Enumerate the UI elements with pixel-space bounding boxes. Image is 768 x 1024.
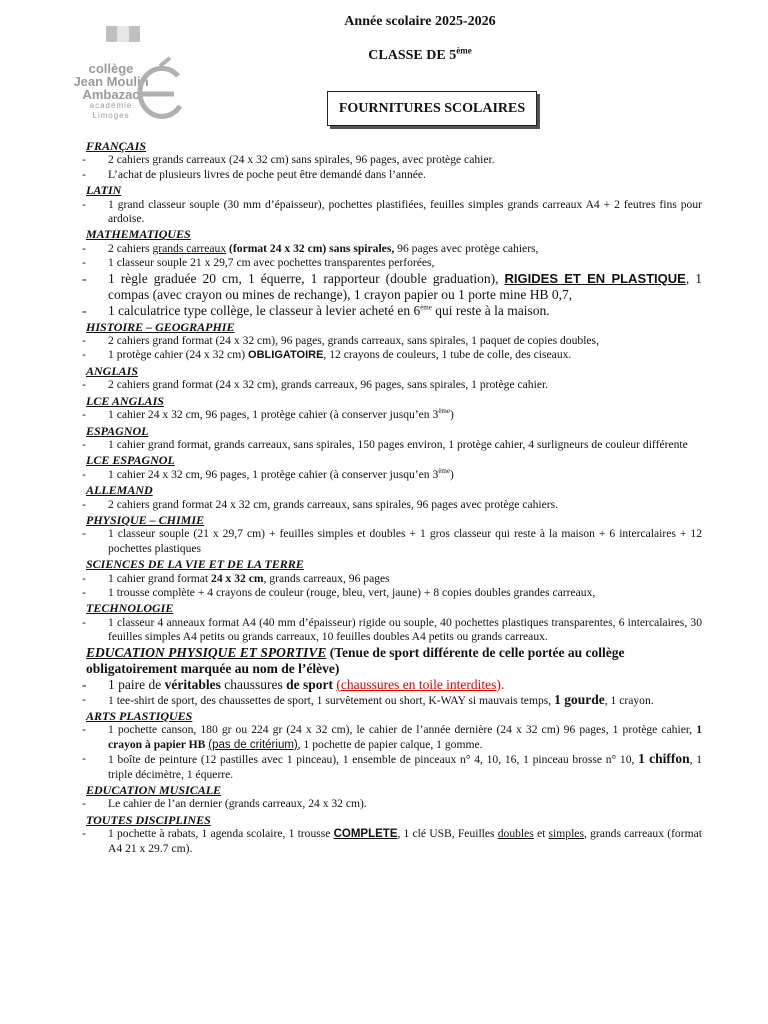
section-title: TECHNOLOGIE bbox=[86, 601, 174, 616]
section-title: EDUCATION PHYSIQUE ET SPORTIVE (Tenue de sport différente de celle portée au collège obligatoirement marquée au nom de l’élève) bbox=[86, 644, 625, 676]
section-title: ARTS PLASTIQUES bbox=[86, 709, 193, 723]
list-item: - 1 tee-shirt de sport, des chaussettes de sport, 1 survêtement ou short, K-WAY si mauvais temps, 1 gourde, 1 crayon. bbox=[86, 693, 702, 708]
section-title: FRANÇAIS bbox=[86, 139, 147, 153]
page-title: FOURNITURES SCOLAIRES bbox=[338, 100, 526, 116]
section-toutes-disciplines bbox=[86, 813, 702, 856]
list-item: - 1 paire de véritables chaussures de sport (chaussures en toile interdites). bbox=[86, 677, 702, 693]
logo-text: collège Jean Moulin Ambazac académie Limoges bbox=[73, 61, 149, 120]
section-latin bbox=[86, 183, 702, 226]
republique-flag-icon bbox=[106, 26, 140, 42]
section-title: TOUTES DISCIPLINES bbox=[86, 812, 211, 827]
list-item: - 2 cahiers grands carreaux (24 x 32 cm) sans spirales, 96 pages, avec protège cahier. bbox=[86, 153, 702, 167]
section-arts bbox=[86, 709, 702, 782]
section-anglais bbox=[86, 364, 702, 393]
section-title: ALLEMAND bbox=[86, 483, 153, 498]
section-title: PHYSIQUE – CHIMIE bbox=[86, 512, 205, 527]
list-item: - 2 cahiers grand format 24 x 32 cm, grands carreaux, sans spirales, 96 pages avec protège cahiers. bbox=[86, 498, 702, 512]
section-title: ANGLAIS bbox=[86, 363, 139, 378]
section-title: EDUCATION MUSICALE bbox=[86, 783, 222, 798]
section-title: LCE ESPAGNOL bbox=[86, 453, 175, 468]
section-histoire bbox=[86, 320, 702, 363]
list-item: - 1 pochette canson, 180 gr ou 224 gr (24 x 32 cm), le cahier de l’année dernière (24 x 32 cm) 96 pages, 1 protège cahier, 1 crayon à papier HB (pas de critérium), 1 pochette de papier calque, 1 gomme. bbox=[86, 723, 702, 752]
school-year: Année scolaire 2025-2026 bbox=[344, 14, 496, 29]
list-item: - 1 boîte de peinture (12 pastilles avec 1 pinceau), 1 ensemble de pinceaux n° 4, 10, 16, 1 pinceau brosse n° 10, 1 chiffon, 1 triple décimètre, 1 équerre. bbox=[86, 752, 702, 782]
list-item: - 1 cahier grand format 24 x 32 cm, grands carreaux, 96 pages bbox=[86, 572, 702, 586]
list-item: - 2 cahiers grand format (24 x 32 cm), 96 pages, grands carreaux, sans spirales, 1 paquet de copies doubles, bbox=[86, 334, 702, 348]
section-title: LCE ANGLAIS bbox=[86, 393, 164, 408]
section-title: MATHEMATIQUES bbox=[86, 227, 191, 242]
list-item: - 1 calculatrice type collège, le classeur à levier acheté en 6ème qui reste à la maison. bbox=[86, 303, 702, 319]
section-maths bbox=[86, 227, 702, 318]
section-francais bbox=[86, 139, 702, 182]
warning-text: (chaussures en toile interdites) bbox=[336, 676, 501, 692]
list-item: - 2 cahiers grands carreaux (format 24 x 32 cm) sans spirales, 96 pages avec protège cahiers, bbox=[86, 242, 702, 256]
section-physique bbox=[86, 513, 702, 556]
list-item: - 1 cahier 24 x 32 cm, 96 pages, 1 protège cahier (à conserver jusqu’en 3ème) bbox=[86, 408, 702, 422]
section-title: LATIN bbox=[86, 183, 122, 198]
supply-list bbox=[86, 138, 702, 856]
section-svt bbox=[86, 557, 702, 600]
list-item: - 1 règle graduée 20 cm, 1 équerre, 1 rapporteur (double graduation), RIGIDES ET EN PLASTIQUE, 1 compas (avec crayon ou mines de rechange), 1 crayon papier ou 1 porte mine HB 0,7, bbox=[86, 271, 702, 303]
class-title: CLASSE DE 5ème bbox=[368, 45, 472, 63]
section-technologie bbox=[86, 601, 702, 644]
logo-e-icon bbox=[130, 56, 188, 122]
list-item: - 1 classeur 4 anneaux format A4 (40 mm d’épaisseur) rigide ou souple, 40 pochettes plastiques transparentes, 6 intercalaires, 30 feuilles simples A4 petits ou grands carreaux, 10 feuilles doubles A4 petits ou grands carreaux. bbox=[86, 616, 702, 645]
section-lce-espagnol bbox=[86, 453, 702, 482]
section-title: ESPAGNOL bbox=[86, 423, 149, 438]
list-item: - 1 cahier grand format, grands carreaux, sans spirales, 150 pages environ, 1 protège cahier, 4 surligneurs de couleur différente bbox=[86, 438, 702, 452]
school-logo bbox=[68, 22, 188, 134]
list-item: - Le cahier de l’an dernier (grands carreaux, 24 x 32 cm). bbox=[86, 797, 702, 811]
list-item: - 1 pochette à rabats, 1 agenda scolaire, 1 trousse COMPLETE, 1 clé USB, Feuilles doubles et simples, grands carreaux (format A4 21 x 29.7 cm). bbox=[86, 827, 702, 856]
section-musique bbox=[86, 783, 702, 812]
list-item: - 1 classeur souple (21 x 29,7 cm) + feuilles simples et doubles + 1 gros classeur qui reste à la maison + 6 intercalaires + 12 pochettes plastiques bbox=[86, 527, 702, 556]
section-title: HISTOIRE – GEOGRAPHIE bbox=[86, 319, 235, 334]
page-title-box bbox=[327, 91, 537, 126]
list-item: - 1 protège cahier (24 x 32 cm) OBLIGATOIRE, 12 crayons de couleurs, 1 tube de colle, des ciseaux. bbox=[86, 348, 702, 362]
section-allemand bbox=[86, 483, 702, 512]
section-title: SCIENCES DE LA VIE ET DE LA TERRE bbox=[86, 557, 304, 572]
list-item: - 1 grand classeur souple (30 mm d’épaisseur), pochettes plastifiées, feuilles simples grands carreaux A4 + 2 feutres fins pour ardoise. bbox=[86, 198, 702, 227]
section-lce-anglais bbox=[86, 394, 702, 423]
section-eps bbox=[86, 645, 702, 708]
list-item: - 2 cahiers grand format (24 x 32 cm), grands carreaux, 96 pages, sans spirales, 1 protège cahier. bbox=[86, 378, 702, 392]
section-espagnol bbox=[86, 424, 702, 453]
list-item: - 1 cahier 24 x 32 cm, 96 pages, 1 protège cahier (à conserver jusqu’en 3ème) bbox=[86, 468, 702, 482]
list-item: - L’achat de plusieurs livres de poche peut être demandé dans l’année. bbox=[86, 168, 702, 182]
list-item: - 1 trousse complète + 4 crayons de couleur (rouge, bleu, vert, jaune) + 8 copies doubles grandes carreaux, bbox=[86, 586, 702, 600]
list-item: - 1 classeur souple 21 x 29,7 cm avec pochettes transparentes perforées, bbox=[86, 256, 702, 270]
